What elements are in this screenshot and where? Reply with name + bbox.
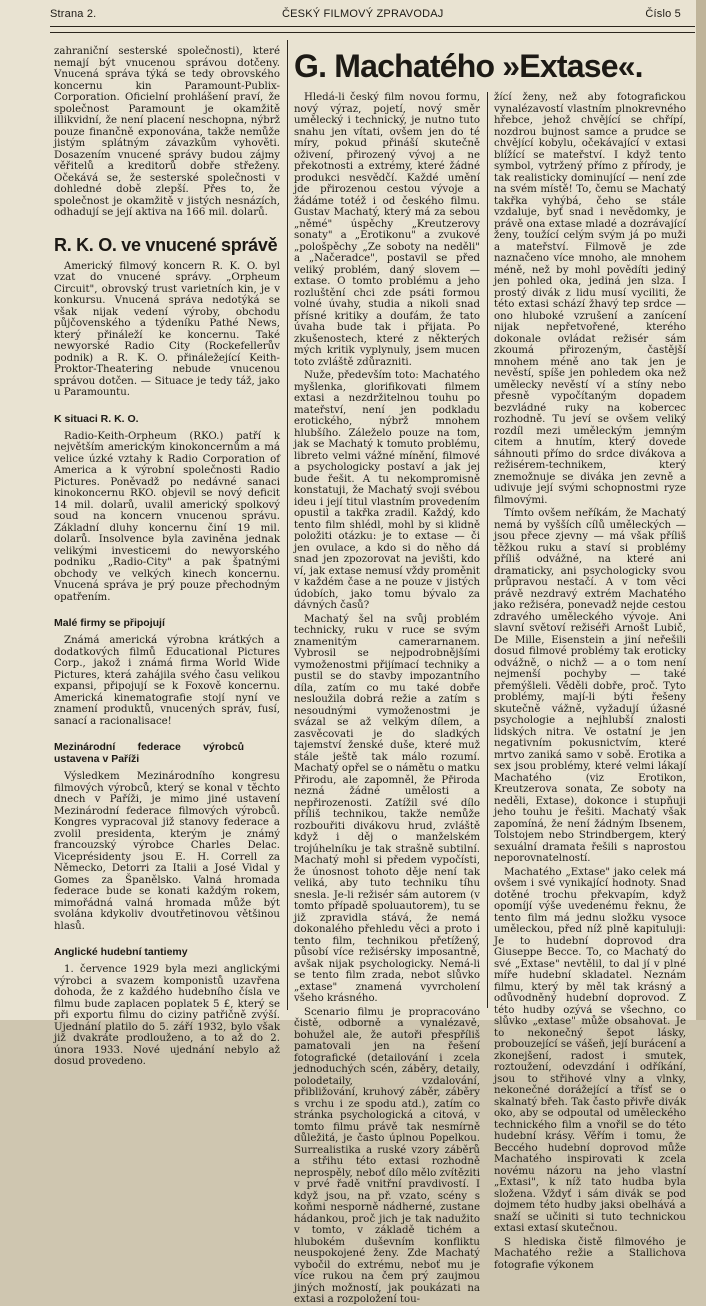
article-paragraph: Nuže, především toto: Machatého myšlenka, glorifikovati filmem extasi a nezdržitelnou touhu po mateřství, není jen podkladu erotického, nýbrž mnohem hlubšího. Záleželo pouze na tom, jak se Machatý k tomuto problému, libreto velmi vážné mínění, filmové a psychologicky postaví a jak jej bude řešit. A tu nekompromisně konstatuji, že Machatý svoji svébou ideu i její titul vlastním provedením opustil a takřka zradil. Každý, kdo tento film shlédl, mohl by si klidně položiti otázku: je to extase — či jen ovulace, a kdo si do něho dá snad jen zpozorovat na jevišti, kdo ví, jak extase nemusí vždy proměnit v každém čase a ne pouze v jistých údobích, jako tomu bývalo za dávných časů? (294, 370, 480, 611)
intro-paragraph: zahraniční sesterské společnosti), které nemají být vnucenou správou dotčeny. Vnucená správa týká se tedy obrovského koncernu kin Paramount-Publix-Corporation. Oficielní prohlášení praví, že společnost Paramount je okamžitě illikvidní, že není placení neschopna, nýbrž pouze finančně exponována, takže nemůže jistým splátným závazkům vyhověti. Dosazením vnucené správy budou zájmy věřitelů a kreditorů dobře střeženy. Očekává se, že sesterské společnosti v dohledné době zlepší. Přes to, že společnost je okamžitě v jistých nesnázích, odhadují se její aktiva na 166 mil. dolarů. (54, 46, 280, 218)
article-paragraph: žící ženy, než aby fotografickou vynalézavostí vlastním plnokrevného hřebce, jehož chvějící se chřípí, nozdrou bujnost samce a prudce se chvějící kobylu, očekávající v extasi blížící se mateřství. I když tento symbol, vytržený přímo z přírody, je tak realisticky dominující — není zde na svém místě! To, čemu se Machatý takřka vyhýbá, čeho se stále vzdaluje, byť snad i nevědomky, je právě ona extase mladé a dozrávající ženy, toužící celým svým já po muži a mateřství. Filmově je zde naznačeno více mnoho, ale mnohem méně, než by mohl povědíti jediný jen pohled oka, jediná jen slza. I prostý divák z lidu musí vyciliti, že této extasi schází žhavý tep srdce — ono hluboké vzrušení a zanícení nijak nepřetvořené, kterého dokonale ovládat režisér sám zkoumá přirozeným, častější mnohem méně ano tak jen je nevěstí, spíše jen pohledem oka než umělecky nevěstí ví a stíny nebo přesně vypočítaným dopadem bezvládné ruky na kobercec rozhodně. Tu jeví se ovšem veliký rozdíl mezi uměleckým jemným citem a hnutím, který dovede sáhnouti přímo do srdce divákova a režisérem-technikem, který znemožnuje se diváka jen zevně a udivuje její svými schopnostmi ryze filmovými. (494, 92, 686, 506)
article-paragraph: S hlediska čistě filmového je Machatého režie a Stallichova fotografie výkonem (494, 1236, 686, 1271)
section-paragraph: Americký filmový koncern R. K. O. byl vzat do vnucené správy. „Orpheum Circuit", obrovský trust varietních kin, je v konkursu. Vnucená správa nedotýká se však nijak vedení výroby, obchodu půjčovenského a týdeníku Pathé News, který přináleží ke koncernu. Také newyorské Radio City (Rockefellerův podnik) a R. K. O. přináležející Keith-Proktor-Theatering nebude vnucenou správou dotčen. — Situace je tedy táž, jako u Paramountu. (54, 260, 280, 398)
header-rule-2 (50, 32, 695, 33)
section-paragraph: Radio-Keith-Orpheum (RKO.) patří k největším americkým kinokoncernům a má velice úzké vztahy k Radio Corporation of America a k výrobní společnosti Radio Pictures. Poněvadž po nedávné sanaci kinokoncernu RKO. objevil se nový deficit 14 mil. dolarů, uvalil americký spolkový soud na koncern vnucenou správu. Základní dluhy koncernu činí 19 mil. dolarů. Insolvence byla zaviněna jednak velikými investicemi do newyorského podniku „Radio-City" a pak špatnými obchody ve velkých kinech koncernu. Vnucená správa je prý pouze přechodným opatřením. (54, 430, 280, 603)
column-rule (287, 40, 288, 1010)
column-rule (487, 92, 488, 1008)
section-paragraph: Výsledkem Mezinárodního kongresu filmových výrobců, který se konal v těchto dnech v Paříži, je mimo jiné ustavení Mezinárodní federace filmových výrobců. Kongres vypracoval již stanovy federace a zvolil presidenta, kterým je známý francouzský výrobce Charles Delac. Viceprésidenty jsou E. H. Correll za Německo, Detorri za Italii a José Vidal y Gomes za Španělsko. Valná hromada federace bude se konati každým rokem, mimořádná valná hromada může být svolána kdykoliv dvoutřetinovou většinou hlasů. (54, 771, 280, 932)
section-paragraph: 1. července 1929 byla mezi anglickými výrobci a svazem komponistů uzavřena dohoda, že z každého hudebního čísla ve filmu bude zaplacen poplatek 5 £, který se při exportu filmu do ciziny patřičně zvýší. Ujednání platilo do 5. září 1932, bylo však již dvakráte prodlouženo, a to až do 2. února 1933. Nové ujednání nebylo až dosud provedeno. (54, 964, 280, 1067)
section-heading-situation: K situaci R. K. O. (54, 412, 139, 425)
article-paragraph: Scenario filmu je propracováno čistě, odborně a vynalézavě, bohužel ale, že autoři přespříliš pamatovali jen na řešení fotografické (detailování i zcela jednoduchých scén, záběry, detaily, polodetaily, vzdalování, přibližování, kruhový záběr, záběry s vrchu i ze spodu atd.), zatím co stránka psychologická a citová, v tomto filmu právě tak nesmírně důležitá, je často úplnou Popelkou. Surrealistika a ruské vzory záběrů a střihu této extasi rozhodně neprospěly, neboť dílo mělo zvítěziti v prvé řadě vnitřní pravdivostí. I když jsou, na př. vzato, scény s koňmi nesporně nádherné, zustane hádankou, proč jich je tak nadužito v tomto, v základě tichém a hlubokém duševním konfliktu neuspokojené ženy. Zde Machatý vybočil do extrému, neboť mu je více rukou na čem prý zaujmou jiných možností, jak poukázati na extasi a rozpoložení tou- (294, 1006, 480, 1305)
running-head (50, 4, 695, 34)
section-paragraph: Známá americká výrobna krátkých a dodatkových filmů Educational Pictures Corp., jakož i známá firma World Wide Pictures, která zahájila svého času velikou expansi, připojují se k Foxově koncernu. Americká kinematografie stojí nyní ve znamení produktů, vnucených správ, fusí, sanací a racionalisace! (54, 635, 280, 727)
article-paragraph: Hledá-li český film novou formu, nový výraz, pojetí, nový směr umělecký i technický, je nutno tuto snahu jen vítati, ovšem jen do té míry, pokud přináší skutečně oživení, přirozený vývoj a ne překotnosti a extrémy, které žádné produkci nesvědčí. Každé umění jde přirozenou cestou vývoje a žádáme totéž i od českého filmu. Gustav Machatý, který má za sebou „němé" úspěchy „Kreutzerovy sonaty" a „Erotikonu" a zvukové „pološpěchy „Ze soboty na neděli" a „Načeradce", postavil se před veliký problém, daný slovem — extase. O tomto problému a jeho rozluštění chci zde psáti formou volné úvahy, studia a nikoli snad přísné kritiky a doufám, že tato úvaha bude tak i přijata. Po zkušenostech, které z některých mých kritik vyplynuly, jsem mucen toto zvláště zdůrazniti. (294, 92, 480, 368)
article-right-column (494, 92, 686, 1271)
issue-number: Číslo 5 (645, 8, 681, 20)
publication-title: ČESKÝ FILMOVÝ ZPRAVODAJ (282, 8, 444, 20)
article-paragraph: Machatého „Extase" jako celek má ovšem i své vynikající hodnoty. Snad dotěné trochu překvapím, když opomíjí výše uvedenému řeknu, že tento film má jednu složku vysoce uměleckou, před níž plně kapituluji: Je to hudební doprovod dra Giuseppe Becce. To, co Machatý do své „Extase" nevtělil, to dal jí v plné míře hudební skladatel. Neznám filmu, který by měl tak krásný a odůvodněný hudební doprovod. Z této hudby ozývá se všechno, co slůvko „extase" může obsahovat. Je to nekonečný šepot lásky, probouzející se vášeň, její burácení a zkonejšení, radost i smutek, roztoužení, odevzdání i odříkání, jsou to střihové vlny a vlnky, nekonečné dorážející a třísť se o skalnatý břeh. Tak často přivře divák oko, aby se odpoutal od uměleckého technického film a vnořil se do této hudební krásy. Věřím i tomu, že Beccého hudební doprovod může Machatého inspirovati k zcela novému názoru na jeho vlastní „Extasi", k níž tato hudba byla složena. Vždyť i sám divák se pod dojmem této hudby jaksi obelhává a snaží se učiniti si tuto technickou extasi extasí skutečnou. (494, 866, 686, 1234)
article-middle-column (294, 92, 481, 1305)
article-paragraph: Machatý šel na svůj problém technicky, ruku v ruce se svým znamenitým camerarnanem. Vybrosil se nejpodrobnějšími vymoženostmi přijímací techniky a pustil se do stavby impozantního díla, zatím co mu také dobře nesloužila dobrá režie a zatím s nesoudnými vymoženostmi je svázal se až velkým dílem, a zasvěcovati je do sladkých tajemství ženské duše, které muž stále ještě tak málo rozumí. Machatý opřel se o námětu o matku Přirodu, ale zapomněl, že Přiroda nezná žádné umělosti a nepřirozenosti. Zatížil své dílo příliš technikou, takže nemůže rozbouřiti divákovu hrud, zvláště když i děj o manželském trojúhelníku je tak strašně subtilní. Machatý mohl si předem vypočísti, že únosnost tohoto děje není tak veliká, aby tuto techniku tíhu snesla. Je-li režisér sám autorem (v tomto případě spoluautorem), tu se již zpravidla stává, že nemá dokonalého přehledu věci a proto i tento film, technikou přetížený, působí více režisérsky imposantně, avšak nijak psychologicky. Nemá-li se tento film zrada, nebot slůvko „extase" znamená vyvrcholení všeho krásného. (294, 613, 481, 1004)
section-heading-small-firms: Malé firmy se připojují (54, 617, 165, 629)
left-column (54, 46, 280, 1067)
article-title: G. Machatého »Extase«. (294, 48, 643, 84)
section-heading-federation: Mezinárodní federace výrobců ustavena v Paříži (54, 741, 244, 765)
header-rule (50, 26, 695, 27)
section-heading-rko: R. K. O. ve vnucené správě (54, 234, 278, 255)
article-paragraph: Tímto ovšem neříkám, že Machatý nemá by vyšších cílů uměleckých — jsou přece zjevny — má však příliš těžkou ruku a staví si problémy příliš odvážné, na které ani dramaticky, ani psychologicky svou průpravou nestačí. A v tom věci právě nezdravý extrém Machatého jako režiséra, ponevadž nejde cestou zdravého uměleckého vývoje. Ani slavní světoví režiséři Arnošt Lubič, De Mille, Eisenstein a jiní neřešili dosud filmové problémy tak eroticky odvážně, o nichž — a o tom není nejmenší pochyby — také přemýšleli. Věděli dobře, proč. Tyto problémy, mají-li býti řešeny skutečně vážně, vyžadují úžasné psychologie a nejhlubší znalosti lidských nitra. Ve ostatní je jen negativním pokusnictvím, které mrtvo zaniká samo v sobě. Erotika a sex jsou problémy, které velmi lákají Machatého (viz Erotikon, Kreutzerova sonata, Ze soboty na neděli, Extase), dokonce i stupňuji jeho touhu je řešiti. Machatý však zapomíná, že není žádným Ibsenem, Tolstojem nebo Strindbergem, který sexuální dramata řešili s naprostou neporovnatelností. (494, 508, 686, 864)
page-edge (696, 0, 706, 1020)
page-number: Strana 2. (50, 8, 97, 20)
section-heading-tantiemes: Anglické hudební tantiemy (54, 946, 188, 958)
